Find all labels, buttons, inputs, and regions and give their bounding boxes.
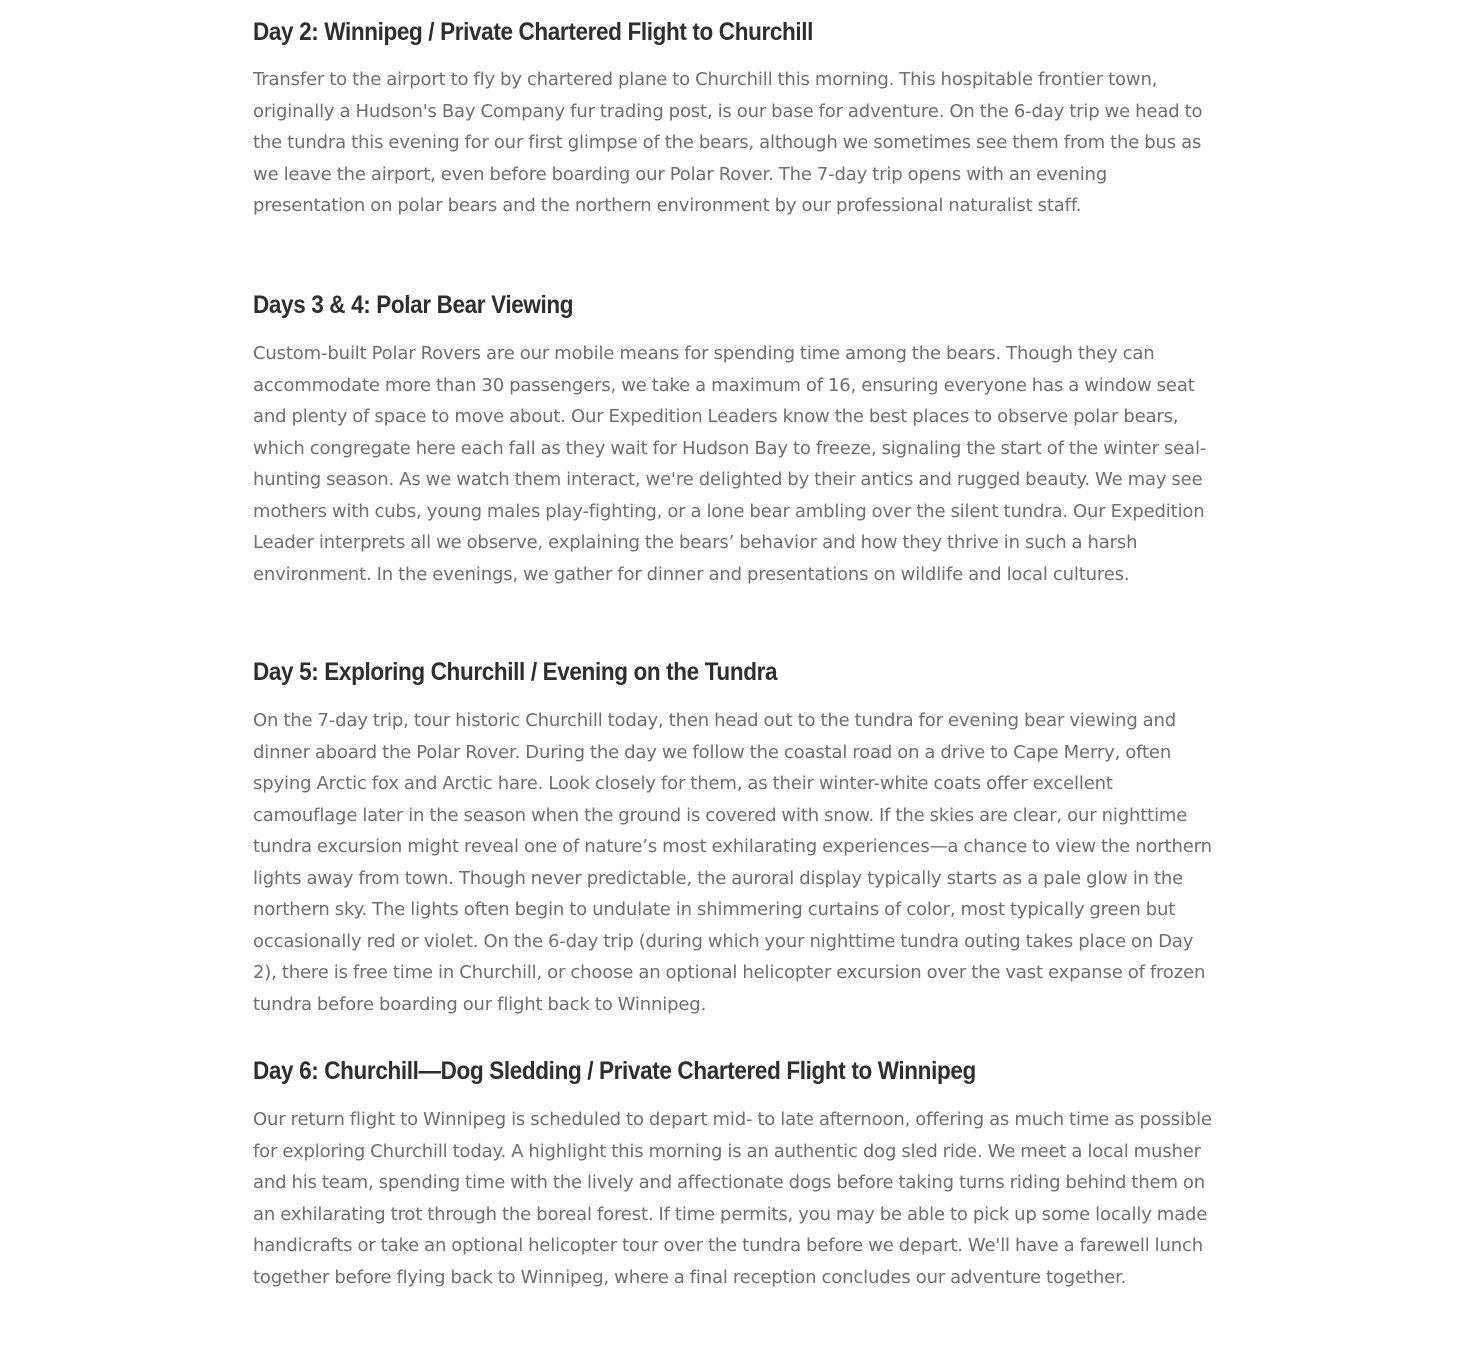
day-description: On the 7-day trip, tour historic Churchill today, then head out to the tundra for evening bear viewing and dinner aboard the Polar Rover. During the day we follow the coastal road on a drive to Cape Merry, often spying Arctic fox and Arctic hare. Look closely for them, as their winter-white coats offer excellent camouflage later in the season when the ground is covered with snow. If the skies are clear, our nighttime tundra excursion might reveal one of nature’s most exhilarating experiences—a chance to view the northern lights away from town. Though never predictable, the auroral display typically starts as a pale glow in the northern sky. The lights often begin to undulate in shimmering curtains of color, most typically green but occasionally red or violet. On the 6-day trip (during which your nighttime tundra outing takes place on Day 2), there is free time in Churchill, or choose an optional helicopter excursion over the vast expanse of frozen tundra before boarding our flight back to Winnipeg.	[253, 710, 1212, 1015]
day-heading: Days 3 & 4: Polar Bear Viewing	[253, 291, 574, 319]
day-heading: Day 2: Winnipeg / Private Chartered Flight to Churchill	[253, 18, 814, 46]
day-description: Transfer to the airport to fly by chartered plane to Churchill this morning. This hospitable frontier town, originally a Hudson's Bay Company fur trading post, is our base for adventure. On the 6-day trip we head to the tundra this evening for our first glimpse of the bears, although we sometimes see them from the bus as we leave the airport, even before boarding our Polar Rover. The 7-day trip opens with an evening presentation on polar bears and the northern environment by our professional naturalist staff.	[253, 69, 1203, 216]
day-description: Custom-built Polar Rovers are our mobile means for spending time among the bears. Though they can accommodate more than 30 passengers, we take a maximum of 16, ensuring everyone has a window seat and plenty of space to move about. Our Expedition Leaders know the best places to observe polar bears, which congregate here each fall as they wait for Hudson Bay to freeze, signaling the start of the winter seal-hunting season. As we watch them interact, we're delighted by their antics and rugged beauty. We may see mothers with cubs, young males play-fighting, or a lone bear ambling over the silent tundra. Our Expedition Leader interprets all we observe, explaining the bears’ behavior and how they thrive in such a harsh environment. In the evenings, we gather for dinner and presentations on wildlife and local cultures.	[253, 343, 1207, 585]
day-description: Our return flight to Winnipeg is scheduled to depart mid- to late afternoon, offering as much time as possible for exploring Churchill today. A highlight this morning is an authentic dog sled ride. We meet a local musher and his team, spending time with the lively and affectionate dogs before taking turns riding behind them on an exhilarating trot through the boreal forest. If time permits, you may be able to pick up some locally made handicrafts or take an optional helicopter tour over the tundra before we depart. We'll have a farewell lunch together before flying back to Winnipeg, where a final reception concludes our adventure together.	[253, 1109, 1212, 1288]
day-heading: Day 5: Exploring Churchill / Evening on the Tundra	[253, 658, 778, 686]
day-heading: Day 6: Churchill—Dog Sledding / Private Chartered Flight to Winnipeg	[253, 1057, 976, 1085]
